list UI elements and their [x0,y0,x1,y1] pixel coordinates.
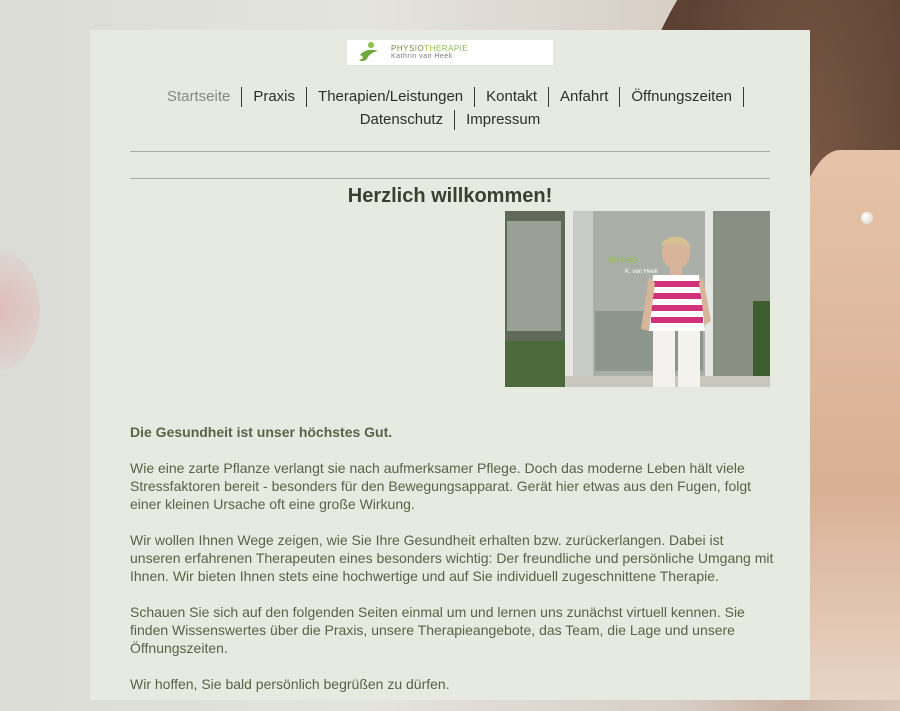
nav-item-startseite[interactable]: Startseite [156,87,242,107]
content-paragraph-4: Wir hoffen, Sie bald persönlich begrüßen zu dürfen. [130,676,450,692]
divider-top [130,151,770,152]
nav-item-impressum[interactable]: Impressum [466,111,541,128]
nav-item-anfahrt[interactable]: Anfahrt [549,87,620,107]
main-content [130,423,776,711]
page-title: Herzlich willkommen! [347,185,553,207]
page-container [90,30,810,700]
content-paragraph-3: Schauen Sie sich auf den folgenden Seiten einmal um und lernen uns zunächst virtuell kennen. Sie finden Wissenswertes über die Praxis, unsere Therapieangebote, das Team, die Lage und unsere Öffnungszeiten. [130,604,745,656]
nav-item-praxis[interactable]: Praxis [242,87,307,107]
logo-brand-a: PHYSIO [391,43,425,53]
door-owner: K. van Heek [625,269,658,275]
logo-owner: Kathrin van Heek [391,52,453,60]
logo-wordmark [391,45,468,61]
site-logo[interactable] [347,40,553,65]
content-paragraph-2: Wir wollen Ihnen Wege zeigen, wie Sie Ihre Gesundheit erhalten bzw. zurückerlangen. Dabei ist unseren erfahrenen Therapeuten eines besonders wichtig: Der freundliche und persönliche Umgang mit Ihnen. Wir bieten Ihnen stets eine hochwertige und auf Sie individuell zugeschnittene Therapie. [130,532,774,584]
nav-item-therapien[interactable]: Therapien/Leistungen [307,87,475,107]
divider-bottom [130,178,770,179]
hero-photo [505,211,770,387]
content-paragraph-1: Wie eine zarte Pflanze verlangt sie nach aufmerksamer Pflege. Doch das moderne Leben hält viele Stressfaktoren bereit - besonders für den Bewegungsapparat. Gerät hier etwas aus den Fugen, folgt einer kleinen Ursache oft eine große Wirkung. [130,460,752,512]
nav-item-kontakt[interactable]: Kontakt [475,87,549,107]
nav-row-1 [130,86,770,109]
background-blur [0,250,40,370]
nav-item-oeffnungszeiten[interactable]: Öffnungszeiten [620,87,744,107]
background-earring [861,212,873,224]
logo-brand-b: THERAPIE [424,43,469,53]
nav-item-datenschutz[interactable]: Datenschutz [349,110,455,130]
logo-figure-icon [347,40,387,65]
content-lead: Die Gesundheit ist unser höchstes Gut. [130,424,393,440]
main-navigation [130,86,770,132]
door-brand: PHYSIO [608,256,639,265]
nav-row-2 [130,109,770,132]
